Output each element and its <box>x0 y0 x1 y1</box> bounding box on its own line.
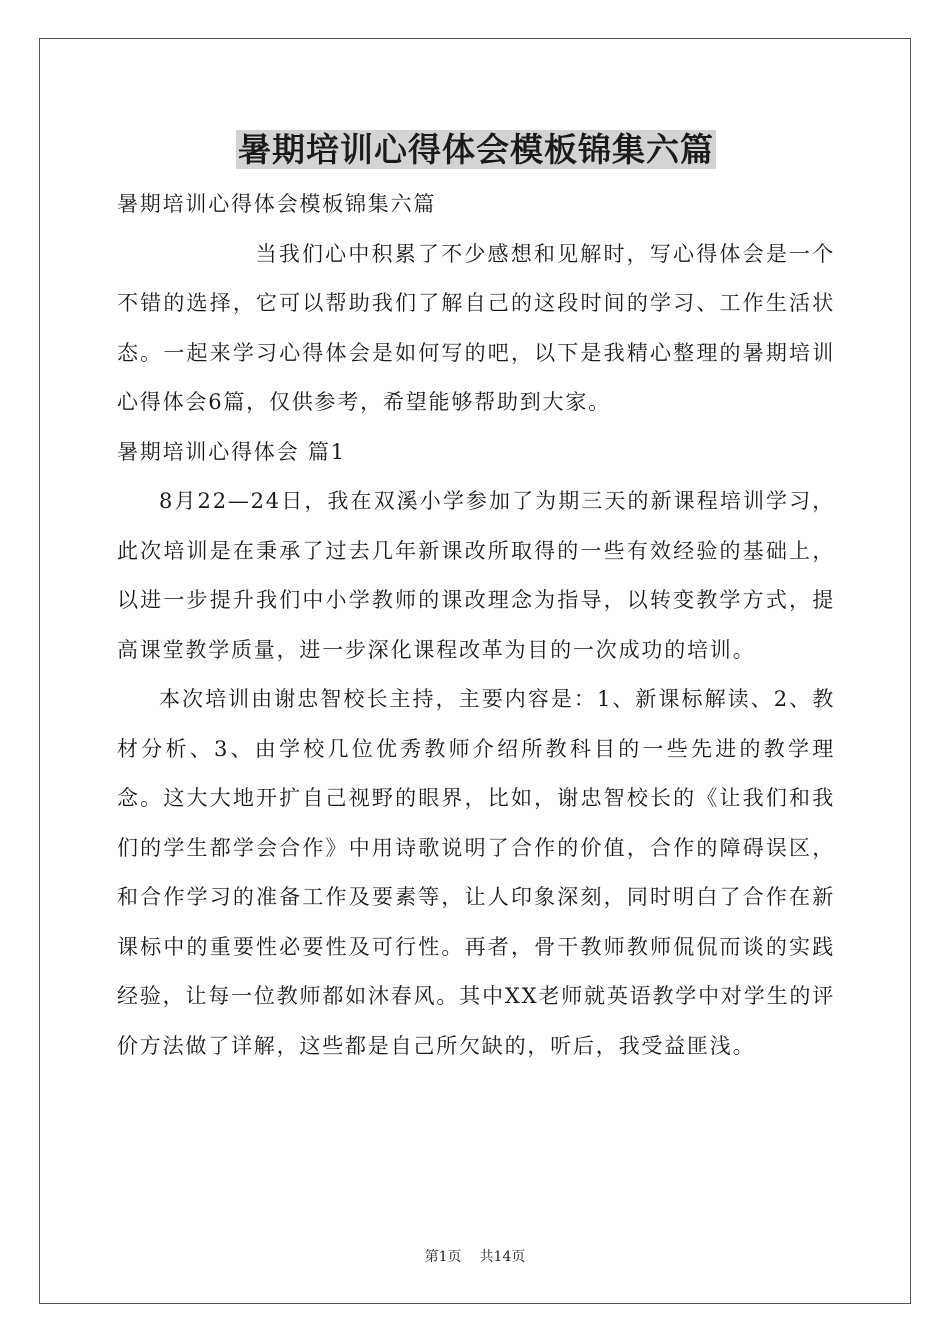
section-heading: 暑期培训心得体会 篇1 <box>117 439 346 464</box>
document-title-text: 暑期培训心得体会模板锦集六篇 <box>238 130 714 169</box>
page-footer <box>0 1246 950 1266</box>
body-paragraph-2: 本次培训由谢忠智校长主持，主要内容是：1、新课标解读、2、教材分析、3、由学校几位优秀教师介绍所教科目的一些先进的教学理念。这大大地开扩自己视野的眼界，比如，谢忠智校长的《让我们和我们的学生都学会合作》中用诗歌说明了合作的价值，合作的障碍误区，和合作学习的准备工作及要素等，让人印象深刻，同时明白了合作在新课标中的重要性必要性及可行性。再者，骨干教师教师侃侃而谈的实践经验，让每一位教师都如沐春风。其中XX老师就英语教学中对学生的评价方法做了详解，这些都是自己所欠缺的，听后，我受益匪浅。 <box>117 687 835 1058</box>
body-paragraph-1: 8月22—24日，我在双溪小学参加了为期三天的新课程培训学习，此次培训是在秉承了过去几年新课改所取得的一些有效经验的基础上，以进一步提升我们中小学教师的课改理念为指导，以转变教学方式，提高课堂教学质量，进一步深化课程改革为目的一次成功的培训。 <box>117 489 835 662</box>
intro-paragraph: 当我们心中积累了不少感想和见解时，写心得体会是一个不错的选择，它可以帮助我们了解自己的这段时间的学习、工作生活状态。一起来学习心得体会是如何写的吧，以下是我精心整理的暑期培训心得体会6篇，仅供参考，希望能够帮助到大家。 <box>117 241 835 414</box>
document-subtitle: 暑期培训心得体会模板锦集六篇 <box>117 192 437 216</box>
document-body <box>117 120 835 1071</box>
page-total: 共14页 <box>479 1249 526 1265</box>
document-title <box>117 120 835 180</box>
page-number: 第1页 <box>424 1249 462 1265</box>
